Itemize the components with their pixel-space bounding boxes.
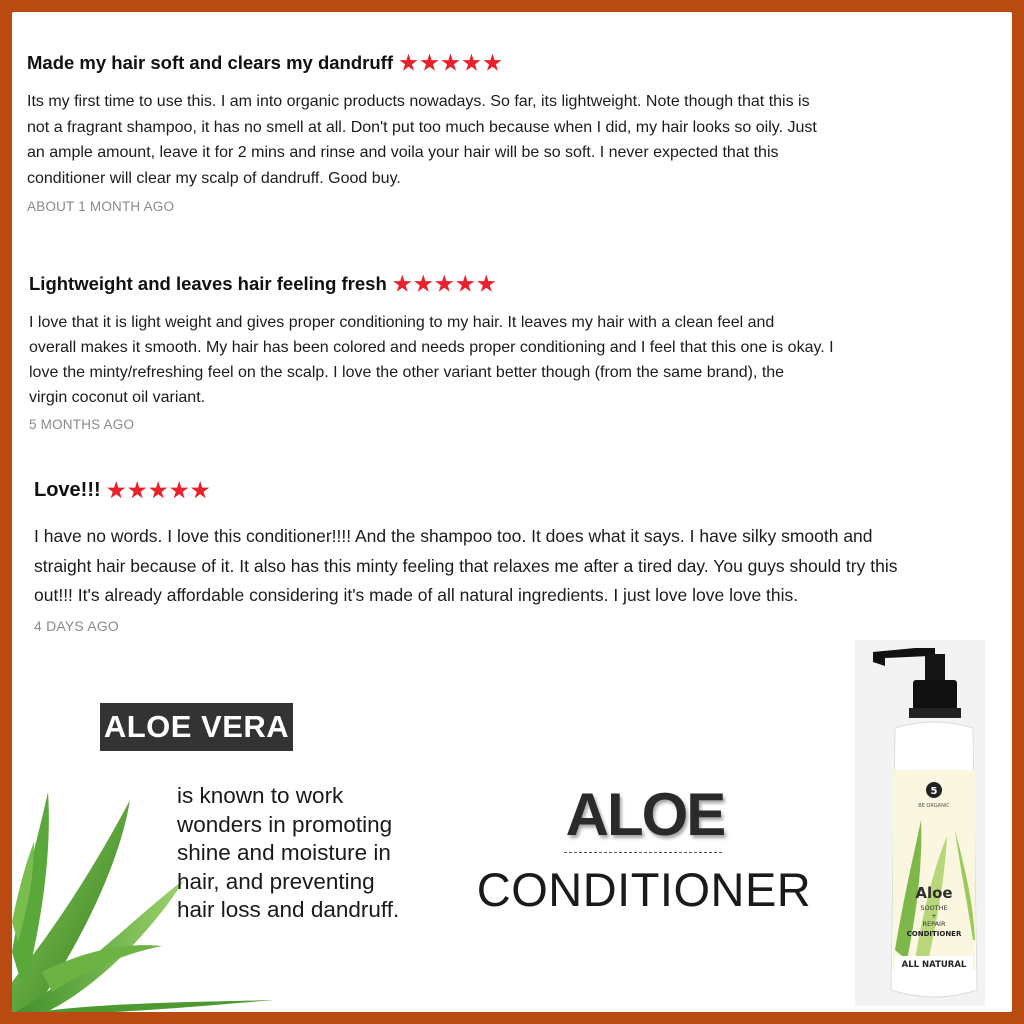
star-icon [191, 481, 210, 500]
star-icon [393, 275, 412, 294]
review-title [29, 273, 498, 295]
star-icon [477, 275, 496, 294]
brand-line: BE ORGANIC [918, 803, 950, 809]
review-title-text: Lightweight and leaves hair feeling fresh [29, 273, 387, 294]
heading-divider [564, 852, 722, 853]
bottle-line-soothe: SOOTHE [920, 904, 948, 912]
star-icon [149, 481, 168, 500]
review-body: Its my first time to use this. I am into organic products nowadays. So far, its lightweight. Note though that this is not a fragrant shampoo, it has no smell at all. Don't put too much because when I did, my hair looks so oily. Just an ample amount, leave it for 2 mins and rinse and voila your hair will be so soft. I never expected that this conditioner will clear my scalp of dandruff. Good buy. [27, 93, 817, 187]
review-title-text: Love!!! [34, 479, 101, 501]
bottle-line-repair: REPAIR [922, 920, 946, 928]
star-icon [441, 54, 460, 73]
aloe-description: is known to work wonders in promoting shine and moisture in hair, and preventing hair loss and dandruff. [177, 783, 400, 922]
star-rating [393, 275, 498, 294]
bottle-product-name: Aloe [915, 884, 953, 902]
brand-mark: 5 [930, 786, 938, 797]
aloe-vera-badge: ALOE VERA [100, 703, 293, 751]
bottle-line-plus: + [931, 912, 937, 920]
review-body: I have no words. I love this conditioner!!!! And the shampoo too. It does what it says. I have silky smooth and straight hair because of it. It also has this minty feeling that relaxes me after a tired day. You guys should try this out!!! It's already affordable considering it's made of all natural ingredients. I just love love love this. [34, 526, 898, 605]
product-heading-aloe: ALOE [565, 781, 725, 848]
star-icon [462, 54, 481, 73]
star-icon [420, 54, 439, 73]
star-icon [107, 481, 126, 500]
star-rating [399, 54, 504, 73]
star-icon [435, 275, 454, 294]
conditioner-bottle-image [855, 640, 985, 1006]
star-icon [414, 275, 433, 294]
bottle-footer: ALL NATURAL [901, 960, 967, 970]
star-rating [107, 481, 212, 500]
product-heading-conditioner: CONDITIONER [476, 863, 812, 916]
star-icon [399, 54, 418, 73]
star-icon [170, 481, 189, 500]
review-card [12, 12, 1012, 1012]
review-title [34, 479, 212, 502]
star-icon [483, 54, 502, 73]
review-timestamp: 4 DAYS AGO [34, 618, 119, 634]
review-body: I love that it is light weight and gives proper conditioning to my hair. It leaves my hair with a clean feel and overall makes it smooth. My hair has been colored and needs proper conditioning and I feel that this one is okay. I love the minty/refreshing feel on the scalp. I love the other variant better though (from the same brand), the virgin coconut oil variant. [29, 314, 834, 406]
review-timestamp: 5 MONTHS AGO [29, 417, 135, 432]
review-title-text: Made my hair soft and clears my dandruff [27, 52, 393, 73]
review-timestamp: ABOUT 1 MONTH AGO [27, 199, 175, 214]
star-icon [456, 275, 475, 294]
star-icon [128, 481, 147, 500]
review-title [27, 52, 504, 74]
bottle-line-conditioner: CONDITIONER [906, 930, 962, 938]
